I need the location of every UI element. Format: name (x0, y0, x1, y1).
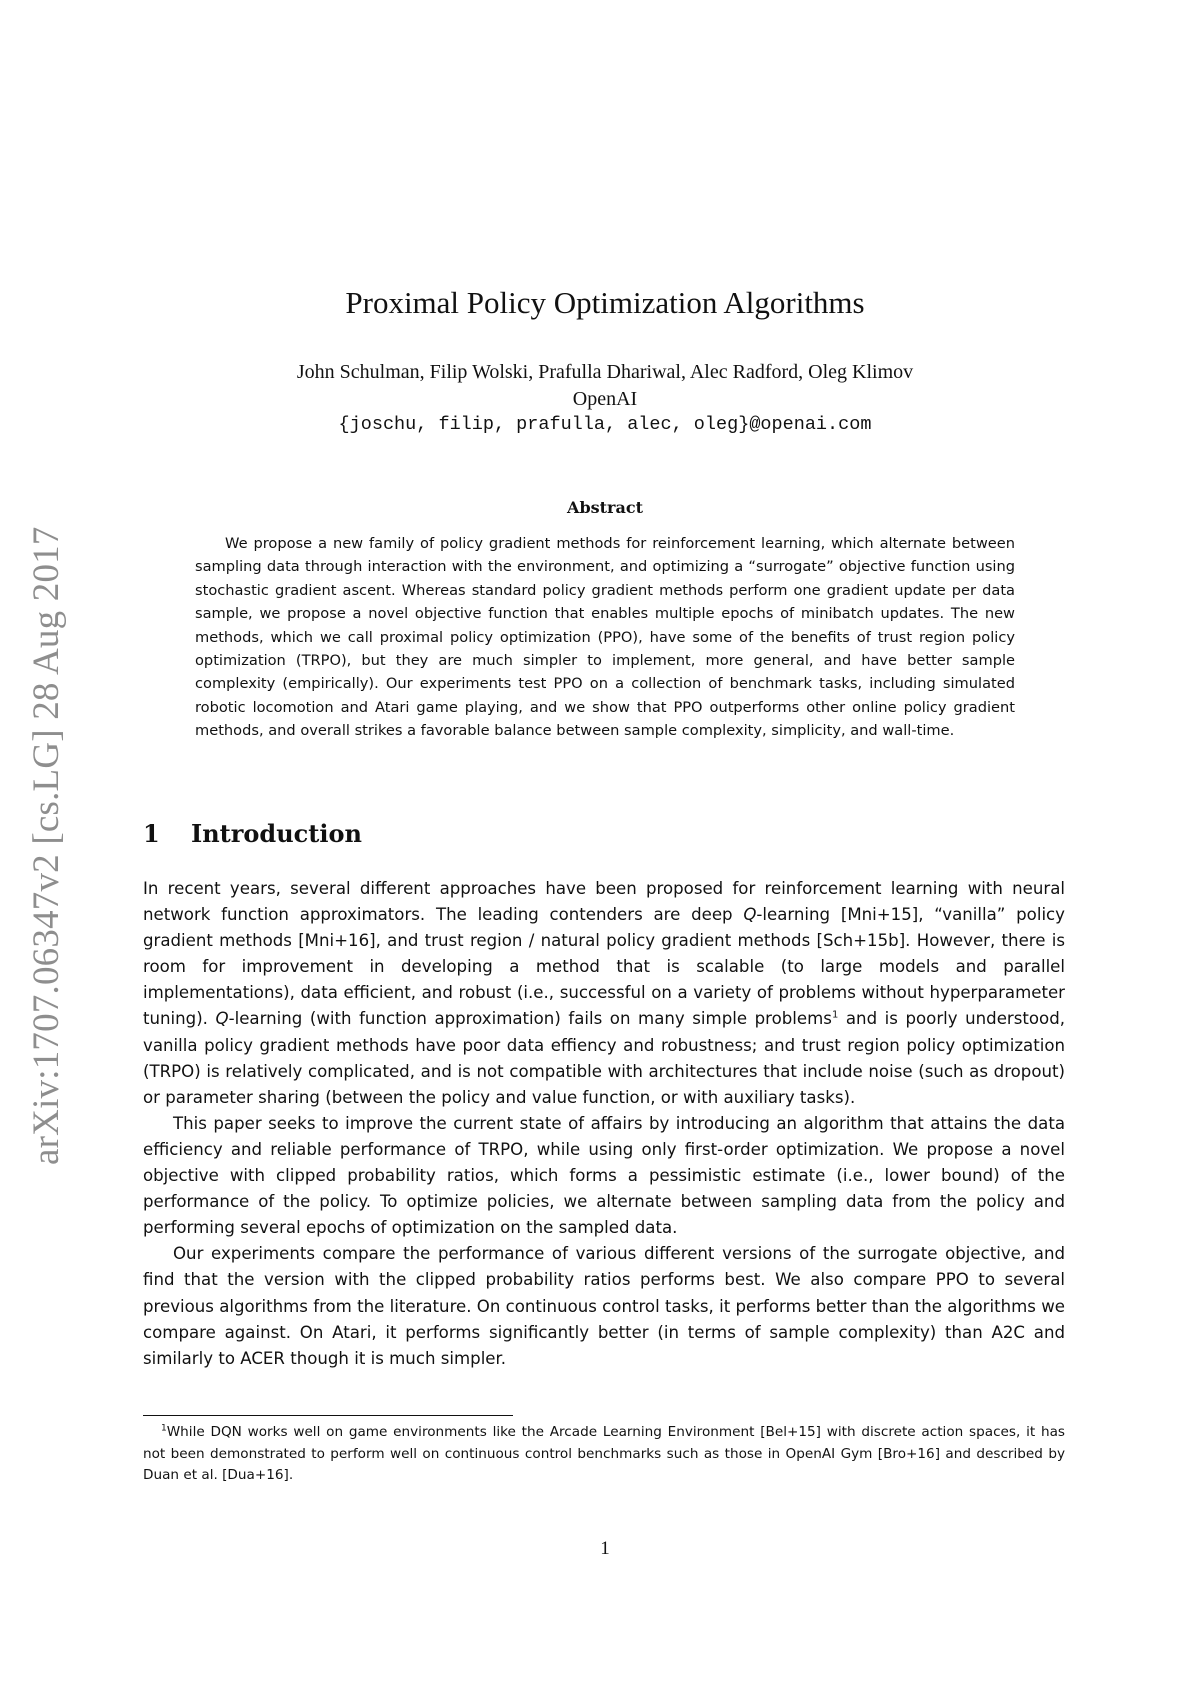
arxiv-identifier-stamp: arXiv:1707.06347v2 [cs.LG] 28 Aug 2017 (26, 526, 67, 1165)
abstract-heading: Abstract (567, 498, 643, 517)
section-number: 1 (143, 819, 160, 848)
footnote-text: While DQN works well on game environments like the Arcade Learning Environment [Bel+15] with discrete action spaces, it has not been demonstrated to perform well on continuous control benchmarks such as those in OpenAI Gym [Bro+16] and described by Duan et al. [Dua+16]. (143, 1424, 1065, 1483)
author-emails: {joschu, filip, prafulla, alec, oleg}@openai.com (338, 414, 872, 435)
paragraph-text: and is poorly understood, vanilla policy gradient methods have poor data effiency and robustness; and trust region policy optimization (TRPO) is relatively complicated, and is not compatible with architectures that include noise (such as dropout) or parameter sharing (between the policy and value function, or with auxiliary tasks). (143, 1009, 1066, 1107)
affiliation: OpenAI (572, 388, 638, 410)
abstract-text: We propose a new family of policy gradient methods for reinforcement learning, which alternate between sampling data through interaction with the environment, and optimizing a “surrogate” objective function using stochastic gradient ascent. Whereas standard policy gradient methods perform one gradient update per data sample, we propose a novel objective function that enables multiple epochs of minibatch updates. The new methods, which we call proximal policy optimization (PPO), have some of the benefits of trust region policy optimization (TRPO), but they are much simpler to implement, more general, and have better sample complexity (empirically). Our experiments test PPO on a collection of benchmark tasks, including simulated robotic locomotion and Atari game playing, and we show that PPO outperforms other online policy gradient methods, and overall strikes a favorable balance between sample complexity, simplicity, and wall-time. (195, 535, 1015, 740)
paper-title: Proximal Policy Optimization Algorithms (345, 285, 865, 320)
footnote-divider (143, 1415, 513, 1416)
section-heading-introduction (143, 819, 362, 848)
paragraph (143, 876, 1065, 1111)
paragraph-text: In recent years, several different approaches have been proposed for reinforcement learning with neural network function approximators. The leading contenders are deep (143, 879, 1065, 925)
footnote-link[interactable]: 1 (831, 1009, 839, 1021)
paragraph: This paper seeks to improve the current state of affairs by introducing an algorithm that attains the data efficiency and reliable performance of TRPO, while using only first-order optimization. We propose a novel objective with clipped probability ratios, which forms a pessimistic estimate (i.e., lower bound) of the performance of the policy. To optimize policies, we alternate between sampling data from the policy and performing several epochs of optimization on the sampled data. (143, 1113, 1065, 1238)
paragraph: Our experiments compare the performance of various different versions of the surrogate objective, and find that the version with the clipped probability ratios performs best. We also compare PPO to several previous algorithms from the literature. On continuous control tasks, it performs better than the algorithms we compare against. On Atari, it performs significantly better (in terms of sample complexity) than A2C and similarly to ACER though it is much simpler. (143, 1244, 1065, 1368)
page-number: 1 (600, 1538, 610, 1559)
math-symbol-q: Q (743, 905, 757, 925)
footnote-mark: 1 (161, 1423, 167, 1434)
section-title: Introduction (191, 819, 362, 848)
paragraph-text: -learning (with function approximation) fails on many simple problems (228, 1009, 832, 1029)
paragraph-text: -learning [Mni+15], “vanilla” policy gradient methods [Mni+16], and trust region / natural policy gradient methods [Sch+15b]. However, there is room for improvement in developing a method that is scalable (to large models and parallel implementations), data efficient, and robust (i.e., successful on a variety of problems without hyperparameter tuning). (143, 905, 1066, 1029)
footnote (143, 1422, 1065, 1487)
math-symbol-q: Q (215, 1009, 229, 1029)
author-list: John Schulman, Filip Wolski, Prafulla Dhariwal, Alec Radford, Oleg Klimov (296, 361, 914, 383)
introduction-body (143, 876, 1065, 1372)
